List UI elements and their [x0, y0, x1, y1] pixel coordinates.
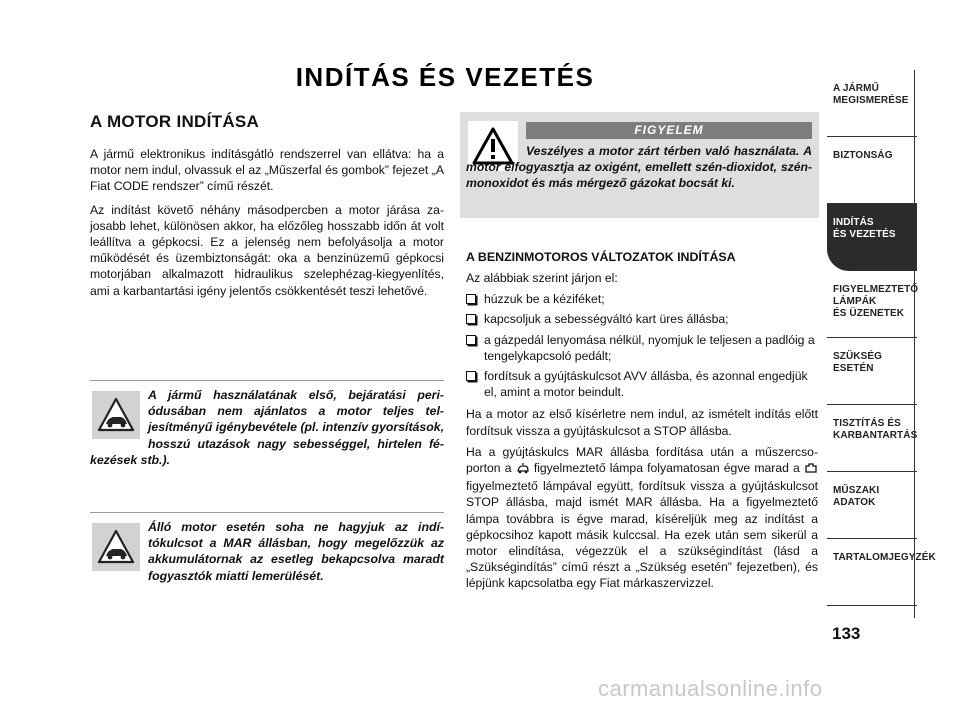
tab-emergency[interactable]: SZÜKSÉG ESETÉN	[827, 338, 917, 405]
checkbox-bullet-icon	[466, 314, 476, 324]
checkbox-bullet-icon	[466, 294, 476, 304]
sub-heading: A BENZINMOTOROS VÁLTOZATOK INDÍTÁSA	[466, 250, 736, 264]
tab-vehicle-overview[interactable]: A JÁRMŰ MEGISMERÉSE	[827, 70, 917, 137]
steps-intro: Az alábbiak szerint járjon el:	[466, 271, 618, 285]
list-item: fordítsuk a gyújtáskulcsot AVV állásba, és azonnal engedjük el, amint a motor beindult.	[466, 368, 818, 400]
page-title: INDÍTÁS ÉS VEZETÉS	[295, 62, 595, 92]
tab-maintenance[interactable]: TISZTÍTÁS ÉS KARBANTARTÁS	[827, 405, 917, 472]
warning-box	[460, 112, 819, 218]
warning-text: Veszélyes a motor zárt térben való használata. A motor elfogyasztja az oxigént, emellett szén-dioxidot, szén-monoxidot és más mérgező gázokat bocsát ki.	[466, 144, 812, 191]
tab-technical-data[interactable]: MŰSZAKI ADATOK	[827, 472, 917, 539]
car-icon	[92, 523, 140, 571]
note-ignition-key	[90, 512, 444, 584]
paragraph-retry: Ha a motor az első kísérletre nem indul, az ismételt indítás előtt fordítsuk vissza a gyújtáskulcsot a STOP állásba.	[466, 407, 818, 438]
note-divider	[90, 380, 444, 381]
watermark: carmanualsonline.info	[598, 676, 823, 701]
engine-lamp-icon	[804, 462, 818, 478]
page-number: 133	[832, 624, 861, 643]
tab-warning-lights[interactable]: FIGYELMEZTETŐ LÁMPÁK ÉS ÜZENETEK	[827, 271, 917, 338]
note-break-in	[90, 380, 444, 468]
left-column	[90, 112, 444, 306]
paragraph-immobilizer: A jármű elektronikus indításgátló rendszerrel van ellátva: ha a motor nem indul, olvassuk el az „Műszerfal és gombok” fejezet „A Fiat CODE rendszer” című részét.	[90, 147, 444, 194]
list-item: húzzuk be a kéziféket;	[466, 291, 818, 307]
list-item: kapcsoljuk a sebességváltó kart üres állásba;	[466, 311, 818, 327]
checkbox-bullet-icon	[466, 371, 476, 381]
car-icon	[92, 391, 140, 439]
section-heading: A MOTOR INDÍTÁSA	[90, 112, 260, 131]
note-divider	[90, 512, 444, 513]
paragraph-engine-noise: Az indítást követő néhány másodpercben a motor járása zajosabb lehet, különösen akkor, ha előzőleg hosszabb időn át volt leállítva a gépkocsi. Ez a jelenség nem befolyásolja a motor működését és üzembiztonságát: oka a benzinüzemű gépkocsi motorjában alkalmazott hidraulikus szelephézag-kiegyenlítés, ami a karbantartási igény jelentős csökkentését teszi lehetővé.	[90, 202, 444, 298]
paragraph-warning-lamp: Ha a gyújtáskulcs MAR állásba fordítása után a műszercsoporton a figyelmeztető lámpa folyamatosan égve marad a figyelmeztető lámpával együtt, fordítsuk vissza a gyújtáskulcsot STOP állásba, majd ismét MAR állásba. Ha a figyelmeztető lámpa továbbra is égve marad, kíséreljük meg az indítást a gépkocsihoz kapott másik kulccsal. Ha ezek után sem sikerül a motor elindítása, végezzük el a szükségindítást (lásd a „Szükségindítás” című részt a „Szükség esetén” fejezetben), és lépjünk kapcsolatba egy Fiat márkaszervizzel.	[466, 444, 818, 591]
list-item: a gázpedál lenyomása nélkül, nyomjuk le teljesen a padlóig a tengelykapcsoló pedált;	[466, 332, 818, 364]
tab-starting-and-driving[interactable]: INDÍTÁS ÉS VEZETÉS	[827, 204, 917, 271]
note-break-in-text: A jármű használatának első, bejáratási periódusában nem ajánlatos a motor teljes teljesítményű igénybevétele (pl. intenzív gyorsítások, hosszú utazások nagy sebességgel, hirtelen fékezések stb.).	[90, 388, 444, 467]
steps-list	[466, 291, 818, 400]
tab-safety[interactable]: BIZTONSÁG	[827, 137, 917, 204]
chapter-sidebar	[827, 70, 936, 606]
right-column	[466, 250, 818, 597]
note-ignition-key-text: Álló motor esetén soha ne hagyjuk az indítókulcsot a MAR állásban, hogy megelőzzük az akkumulátornak az esetleg bekapcsolva maradt fogyasztók miatti lemerülését.	[148, 520, 444, 583]
tab-index[interactable]: TARTALOMJEGYZÉK	[827, 539, 917, 606]
warning-header: FIGYELEM	[526, 122, 812, 139]
immobilizer-lamp-icon	[516, 462, 530, 478]
checkbox-bullet-icon	[466, 335, 476, 345]
